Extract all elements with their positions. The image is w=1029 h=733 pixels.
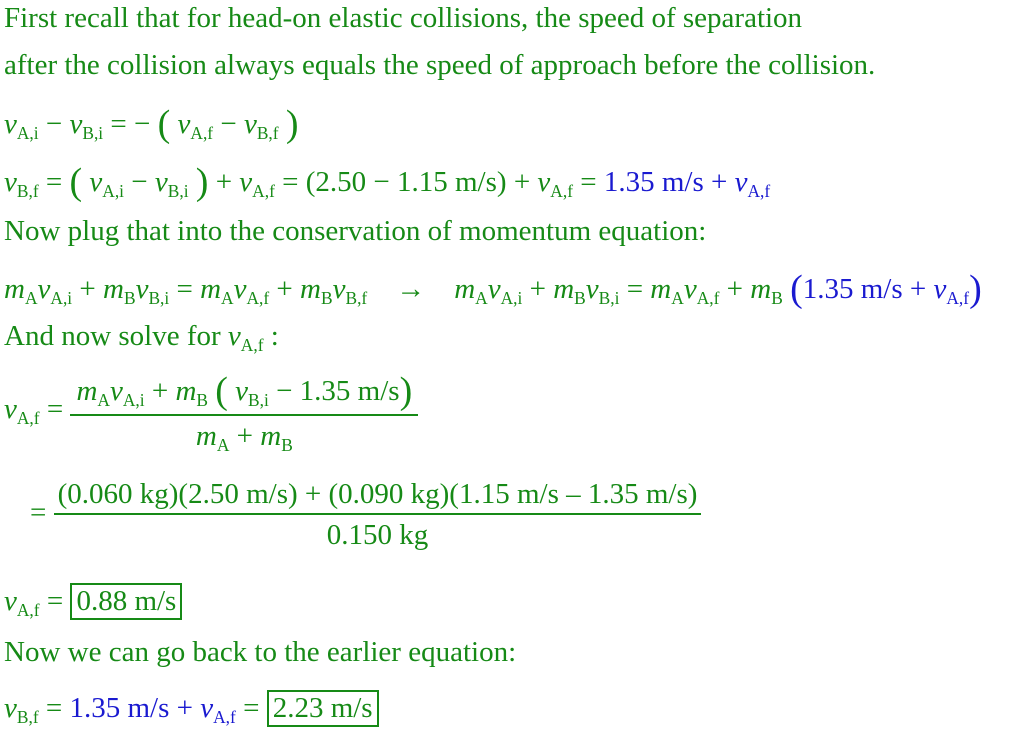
eq8-fraction: $\frac{m_Av_{A,i} + m_B ( v_{B,i} - 1.35 m/s)}{m_A + m_B}$ (70, 372, 418, 451)
eq9-denominator: 0.150 kg (54, 513, 702, 550)
equation-relative-velocity: $v_{A,i} - v_{B,i}$ = − ( $v_{A,f} - v_{B,f}$ ) (4, 103, 299, 145)
answer-vbf-box: 2.23 m/s (267, 690, 379, 727)
eq9-numerator: (0.060 kg)(2.50 m/s) + (0.090 kg)(1.15 m/s – 1.35 m/s) (57, 478, 698, 510)
equation-vaf-answer: $v_{A,f} = 0.88$ m/s (4, 583, 182, 620)
intro-text-line-1: First recall that for head-on elastic collisions, the speed of separation (4, 2, 803, 34)
equation-momentum-conservation: $m_Av_{A,i} + m_Bv_{B,i} = m_Av_{A,f} + m_Bv_{B,f}$ → $m_Av_{A,i} + m_Bv_{B,i} = m_Av_{A,f} + m_B$ (1.35 $m/s + v_{A,f}$) (4, 268, 982, 310)
eq6-blue-term: (1.35 $m/s + v_{A,f}$) (790, 268, 982, 310)
eq9-fraction (54, 480, 702, 550)
equation-vaf-fraction: $v_{A,f}$ = $\frac{m_Av_{A,i} + m_B ( v_{B,i} - 1.35 m/s)}{m_A + m_B}$ (4, 372, 418, 451)
eq2-numbers: (2.50 − 1.15 m/s) (305, 166, 507, 198)
equation-vbf-answer: $v_{B,f} = 1.35$ $m/s + v_{A,f} = 2.23$ m/s (4, 690, 379, 727)
intro-text-line-2: after the collision always equals the speed of approach before the collision. (4, 49, 876, 81)
answer-vaf-box: 0.88 m/s (70, 583, 182, 620)
equation-vbf-expression: $v_{B,f}$ = ( $v_{A,i} - v_{B,i}$ ) + $v_{A,f} = (2.50 - 1.15$ $m/s) + v_{A,f} = 1.35$ $m/s + v_{A,f}$ (4, 161, 771, 203)
eq12-blue-term: 1.35 $m/s + v_{A,f}$ (69, 692, 236, 728)
equation-numeric-fraction: = $\frac{(0.060 kg)(2.50 m/s) + (0.090 kg)(1.15 m/s - 1.35 m/s)}{0.150 kg}$ (30, 480, 701, 550)
text-go-back: Now we can go back to the earlier equation: (4, 636, 517, 668)
text-plug-into-momentum: Now plug that into the conservation of momentum equation: (4, 215, 707, 247)
text-solve-for: And now solve for $v_{A,f}$ : (4, 320, 279, 356)
eq2-blue-value: 1.35 $m/s + v_{A,f}$ (603, 166, 771, 202)
